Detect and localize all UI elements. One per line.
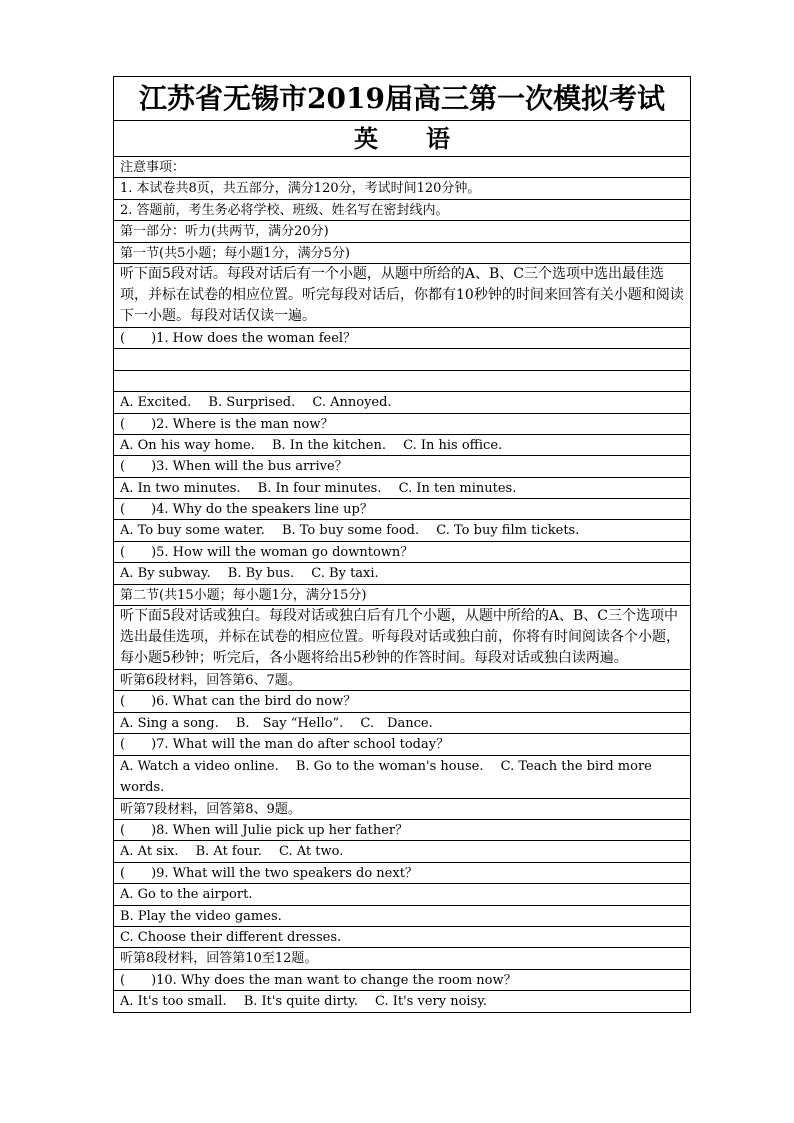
- question-10-options: A. It's too small. B. It's quite dirty. C. It's very noisy.: [114, 991, 690, 1012]
- question-3: ( )3. When will the bus arrive？: [114, 456, 690, 477]
- subject-label: 英语: [354, 124, 498, 153]
- notes-heading: 注意事项：: [114, 157, 690, 178]
- question-9: ( )9. What will the two speakers do next？: [114, 863, 690, 884]
- question-6: ( )6. What can the bird do now？: [114, 691, 690, 712]
- question-7: ( )7. What will the man do after school today？: [114, 734, 690, 755]
- exam-title: 江苏省无锡市2019届高三第一次模拟考试: [114, 77, 690, 121]
- question-9-option-b: B. Play the video games.: [114, 906, 690, 927]
- exam-sheet: [113, 76, 691, 1013]
- question-6-options: A. Sing a song. B. Say “Hello”. C. Dance.: [114, 713, 690, 734]
- question-10: ( )10. Why does the man want to change the room now？: [114, 970, 690, 991]
- question-2-options: A. On his way home. B. In the kitchen. C. In his office.: [114, 435, 690, 456]
- material-7-heading: 听第7段材料，回答第8、9题。: [114, 799, 690, 820]
- material-6-heading: 听第6段材料，回答第6、7题。: [114, 670, 690, 691]
- question-1-options: A. Excited. B. Surprised. C. Annoyed.: [114, 392, 690, 413]
- subject-title: [114, 121, 690, 157]
- section2-heading: 第二节(共15小题；每小题1分，满分15分): [114, 585, 690, 606]
- question-7-options: A. Watch a video online. B. Go to the woman's house. C. Teach the bird more words.: [114, 756, 690, 799]
- question-9-option-c: C. Choose their different dresses.: [114, 927, 690, 948]
- question-1: ( )1. How does the woman feel？: [114, 328, 690, 349]
- material-8-heading: 听第8段材料，回答第10至12题。: [114, 948, 690, 969]
- part1-heading: 第一部分：听力(共两节，满分20分): [114, 221, 690, 242]
- question-4: ( )4. Why do the speakers line up？: [114, 499, 690, 520]
- section2-instructions: 听下面5段对话或独白。每段对话或独白后有几个小题，从题中所给的A、B、C三个选项中选出最佳选项，并标在试卷的相应位置。听每段对话或独白前，你将有时间阅读各个小题，每小题5秒钟；听完后，各小题将给出5秒钟的作答时间。每段对话或独白读两遍。: [114, 606, 690, 670]
- note-2: 2. 答题前，考生务必将学校、班级、姓名写在密封线内。: [114, 200, 690, 221]
- question-5: ( )5. How will the woman go downtown？: [114, 542, 690, 563]
- question-2: ( )2. Where is the man now？: [114, 414, 690, 435]
- question-9-option-a: A. Go to the airport.: [114, 884, 690, 905]
- section1-instructions: 听下面5段对话。每段对话后有一个小题，从题中所给的A、B、C三个选项中选出最佳选项，并标在试卷的相应位置。听完每段对话后，你都有10秒钟的时间来回答有关小题和阅读下一小题。每段对话仅读一遍。: [114, 264, 690, 328]
- question-8-options: A. At six. B. At four. C. At two.: [114, 841, 690, 862]
- note-1: 1. 本试卷共8页，共五部分，满分120分，考试时间120分钟。: [114, 178, 690, 199]
- question-4-options: A. To buy some water. B. To buy some food. C. To buy film tickets.: [114, 520, 690, 541]
- answer-blank-row: [114, 371, 690, 392]
- question-5-options: A. By subway. B. By bus. C. By taxi.: [114, 563, 690, 584]
- section1-heading: 第一节(共5小题；每小题1分，满分5分): [114, 243, 690, 264]
- question-8: ( )8. When will Julie pick up her father？: [114, 820, 690, 841]
- question-3-options: A. In two minutes. B. In four minutes. C. In ten minutes.: [114, 478, 690, 499]
- answer-blank-row: [114, 349, 690, 370]
